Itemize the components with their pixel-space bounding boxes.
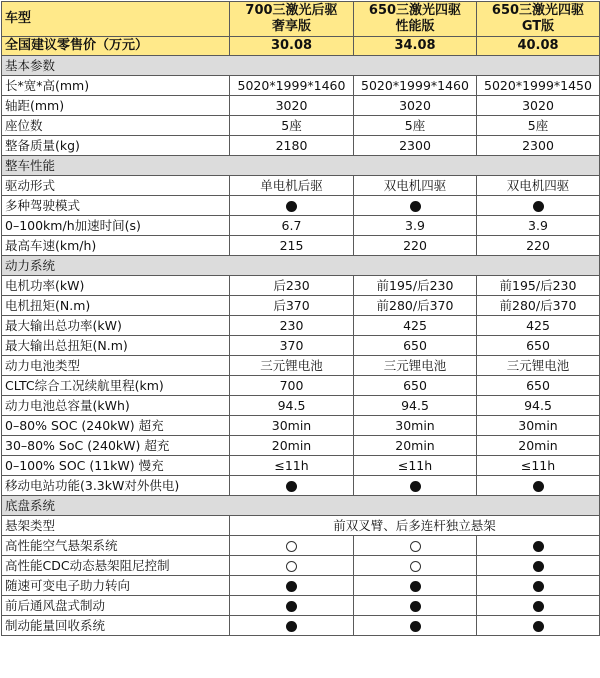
price-value: 30.08 <box>230 37 354 56</box>
standard-icon <box>410 581 421 592</box>
value-cell: 94.5 <box>477 396 600 416</box>
value-cell: 425 <box>354 316 477 336</box>
table-row <box>2 296 600 316</box>
value-cell: 220 <box>354 236 477 256</box>
row-label: 整备质量(kg) <box>2 136 230 156</box>
value-cell: 5座 <box>230 116 354 136</box>
row-label: 制动能量回收系统 <box>2 616 230 636</box>
value-cell: 前195/后230 <box>477 276 600 296</box>
value-cell: 30min <box>230 416 354 436</box>
price-value: 34.08 <box>354 37 477 56</box>
value-cell: 2300 <box>354 136 477 156</box>
table-row <box>2 616 600 636</box>
section-title: 动力系统 <box>2 256 600 276</box>
price-label: 全国建议零售价（万元） <box>2 37 230 56</box>
standard-icon <box>533 621 544 632</box>
section-title: 整车性能 <box>2 156 600 176</box>
value-cell: 5座 <box>354 116 477 136</box>
section-row <box>2 56 600 76</box>
table-row <box>2 336 600 356</box>
row-label: 随速可变电子助力转向 <box>2 576 230 596</box>
row-label: 移动电站功能(3.3kW对外供电) <box>2 476 230 496</box>
section-title: 底盘系统 <box>2 496 600 516</box>
standard-icon <box>410 481 421 492</box>
value-cell: 650 <box>477 376 600 396</box>
value-cell: 前280/后370 <box>477 296 600 316</box>
standard-icon <box>410 621 421 632</box>
standard-icon <box>533 581 544 592</box>
row-label: 悬架类型 <box>2 516 230 536</box>
value-cell: 前195/后230 <box>354 276 477 296</box>
value-cell: 双电机四驱 <box>354 176 477 196</box>
value-cell: 3.9 <box>354 216 477 236</box>
value-cell: 5座 <box>477 116 600 136</box>
value-cell: 2300 <box>477 136 600 156</box>
optional-icon <box>410 541 421 552</box>
table-row <box>2 96 600 116</box>
table-row <box>2 436 600 456</box>
standard-icon <box>286 601 297 612</box>
row-label: 高性能CDC动态悬架阻尼控制 <box>2 556 230 576</box>
value-cell: 20min <box>230 436 354 456</box>
value-cell: 3020 <box>354 96 477 116</box>
optional-icon <box>410 561 421 572</box>
feature-cell <box>477 476 600 496</box>
value-cell: ≤11h <box>230 456 354 476</box>
row-label: 前后通风盘式制动 <box>2 596 230 616</box>
row-label: 多种驾驶模式 <box>2 196 230 216</box>
section-title: 基本参数 <box>2 56 600 76</box>
value-cell: 370 <box>230 336 354 356</box>
value-cell: 215 <box>230 236 354 256</box>
value-cell: 700 <box>230 376 354 396</box>
table-row <box>2 276 600 296</box>
feature-cell <box>354 616 477 636</box>
value-cell: 94.5 <box>354 396 477 416</box>
standard-icon <box>410 201 421 212</box>
feature-cell <box>477 616 600 636</box>
value-cell: ≤11h <box>477 456 600 476</box>
row-label: 30–80% SoC (240kW) 超充 <box>2 436 230 456</box>
feature-cell <box>230 536 354 556</box>
value-cell: 3020 <box>230 96 354 116</box>
feature-cell <box>354 196 477 216</box>
feature-cell <box>230 556 354 576</box>
value-cell: 3020 <box>477 96 600 116</box>
value-cell: 6.7 <box>230 216 354 236</box>
model-name: 650三激光四驱 GT版 <box>477 2 600 37</box>
value-cell: 30min <box>477 416 600 436</box>
table-row <box>2 116 600 136</box>
feature-cell <box>477 556 600 576</box>
optional-icon <box>286 561 297 572</box>
table-row <box>2 316 600 336</box>
feature-cell <box>230 616 354 636</box>
row-label: CLTC综合工况续航里程(km) <box>2 376 230 396</box>
row-label: 最大输出总功率(kW) <box>2 316 230 336</box>
value-cell: 30min <box>354 416 477 436</box>
value-cell: 单电机后驱 <box>230 176 354 196</box>
table-row <box>2 376 600 396</box>
table-row <box>2 536 600 556</box>
value-cell: 650 <box>354 336 477 356</box>
value-cell: 前280/后370 <box>354 296 477 316</box>
feature-cell <box>354 556 477 576</box>
feature-cell <box>230 596 354 616</box>
table-row <box>2 416 600 436</box>
table-row <box>2 196 600 216</box>
feature-cell <box>477 576 600 596</box>
row-label: 轴距(mm) <box>2 96 230 116</box>
row-label: 座位数 <box>2 116 230 136</box>
section-row <box>2 256 600 276</box>
standard-icon <box>286 621 297 632</box>
row-label: 高性能空气悬架系统 <box>2 536 230 556</box>
row-label: 0–80% SOC (240kW) 超充 <box>2 416 230 436</box>
value-cell: 双电机四驱 <box>477 176 600 196</box>
table-row <box>2 396 600 416</box>
table-row <box>2 356 600 376</box>
standard-icon <box>410 601 421 612</box>
table-row <box>2 136 600 156</box>
standard-icon <box>286 201 297 212</box>
price-row <box>2 37 600 56</box>
table-row <box>2 576 600 596</box>
feature-cell <box>354 576 477 596</box>
value-cell: 20min <box>477 436 600 456</box>
standard-icon <box>533 481 544 492</box>
feature-cell <box>230 576 354 596</box>
table-row <box>2 516 600 536</box>
row-label: 最高车速(km/h) <box>2 236 230 256</box>
model-name: 650三激光四驱 性能版 <box>354 2 477 37</box>
value-cell: ≤11h <box>354 456 477 476</box>
optional-icon <box>286 541 297 552</box>
value-cell: 94.5 <box>230 396 354 416</box>
value-cell: 三元锂电池 <box>354 356 477 376</box>
table-row <box>2 476 600 496</box>
table-row <box>2 236 600 256</box>
table-row <box>2 596 600 616</box>
model-name: 700三激光后驱 奢享版 <box>230 2 354 37</box>
value-cell: 650 <box>354 376 477 396</box>
value-cell: 220 <box>477 236 600 256</box>
value-cell: 425 <box>477 316 600 336</box>
standard-icon <box>286 481 297 492</box>
feature-cell <box>354 596 477 616</box>
row-label: 长*宽*高(mm) <box>2 76 230 96</box>
value-cell: 5020*1999*1460 <box>354 76 477 96</box>
row-label: 最大输出总扭矩(N.m) <box>2 336 230 356</box>
feature-cell <box>230 476 354 496</box>
value-cell: 2180 <box>230 136 354 156</box>
row-label: 0–100% SOC (11kW) 慢充 <box>2 456 230 476</box>
section-row <box>2 156 600 176</box>
row-label: 电机扭矩(N.m) <box>2 296 230 316</box>
feature-cell <box>477 596 600 616</box>
standard-icon <box>286 581 297 592</box>
row-label: 电机功率(kW) <box>2 276 230 296</box>
row-label: 动力电池总容量(kWh) <box>2 396 230 416</box>
standard-icon <box>533 601 544 612</box>
value-cell: 后370 <box>230 296 354 316</box>
value-cell: 3.9 <box>477 216 600 236</box>
standard-icon <box>533 201 544 212</box>
table-row <box>2 76 600 96</box>
row-label: 0–100km/h加速时间(s) <box>2 216 230 236</box>
value-cell: 5020*1999*1460 <box>230 76 354 96</box>
standard-icon <box>533 561 544 572</box>
header-label: 车型 <box>2 2 230 37</box>
merged-value: 前双叉臂、后多连杆独立悬架 <box>230 516 600 536</box>
feature-cell <box>230 196 354 216</box>
feature-cell <box>354 536 477 556</box>
value-cell: 后230 <box>230 276 354 296</box>
feature-cell <box>477 536 600 556</box>
standard-icon <box>533 541 544 552</box>
price-value: 40.08 <box>477 37 600 56</box>
row-label: 驱动形式 <box>2 176 230 196</box>
row-label: 动力电池类型 <box>2 356 230 376</box>
value-cell: 三元锂电池 <box>230 356 354 376</box>
table-row <box>2 176 600 196</box>
feature-cell <box>477 196 600 216</box>
value-cell: 三元锂电池 <box>477 356 600 376</box>
spec-table <box>1 1 600 636</box>
value-cell: 230 <box>230 316 354 336</box>
table-row <box>2 456 600 476</box>
value-cell: 650 <box>477 336 600 356</box>
table-row <box>2 556 600 576</box>
feature-cell <box>354 476 477 496</box>
table-row <box>2 216 600 236</box>
header-row <box>2 2 600 37</box>
value-cell: 5020*1999*1450 <box>477 76 600 96</box>
section-row <box>2 496 600 516</box>
value-cell: 20min <box>354 436 477 456</box>
